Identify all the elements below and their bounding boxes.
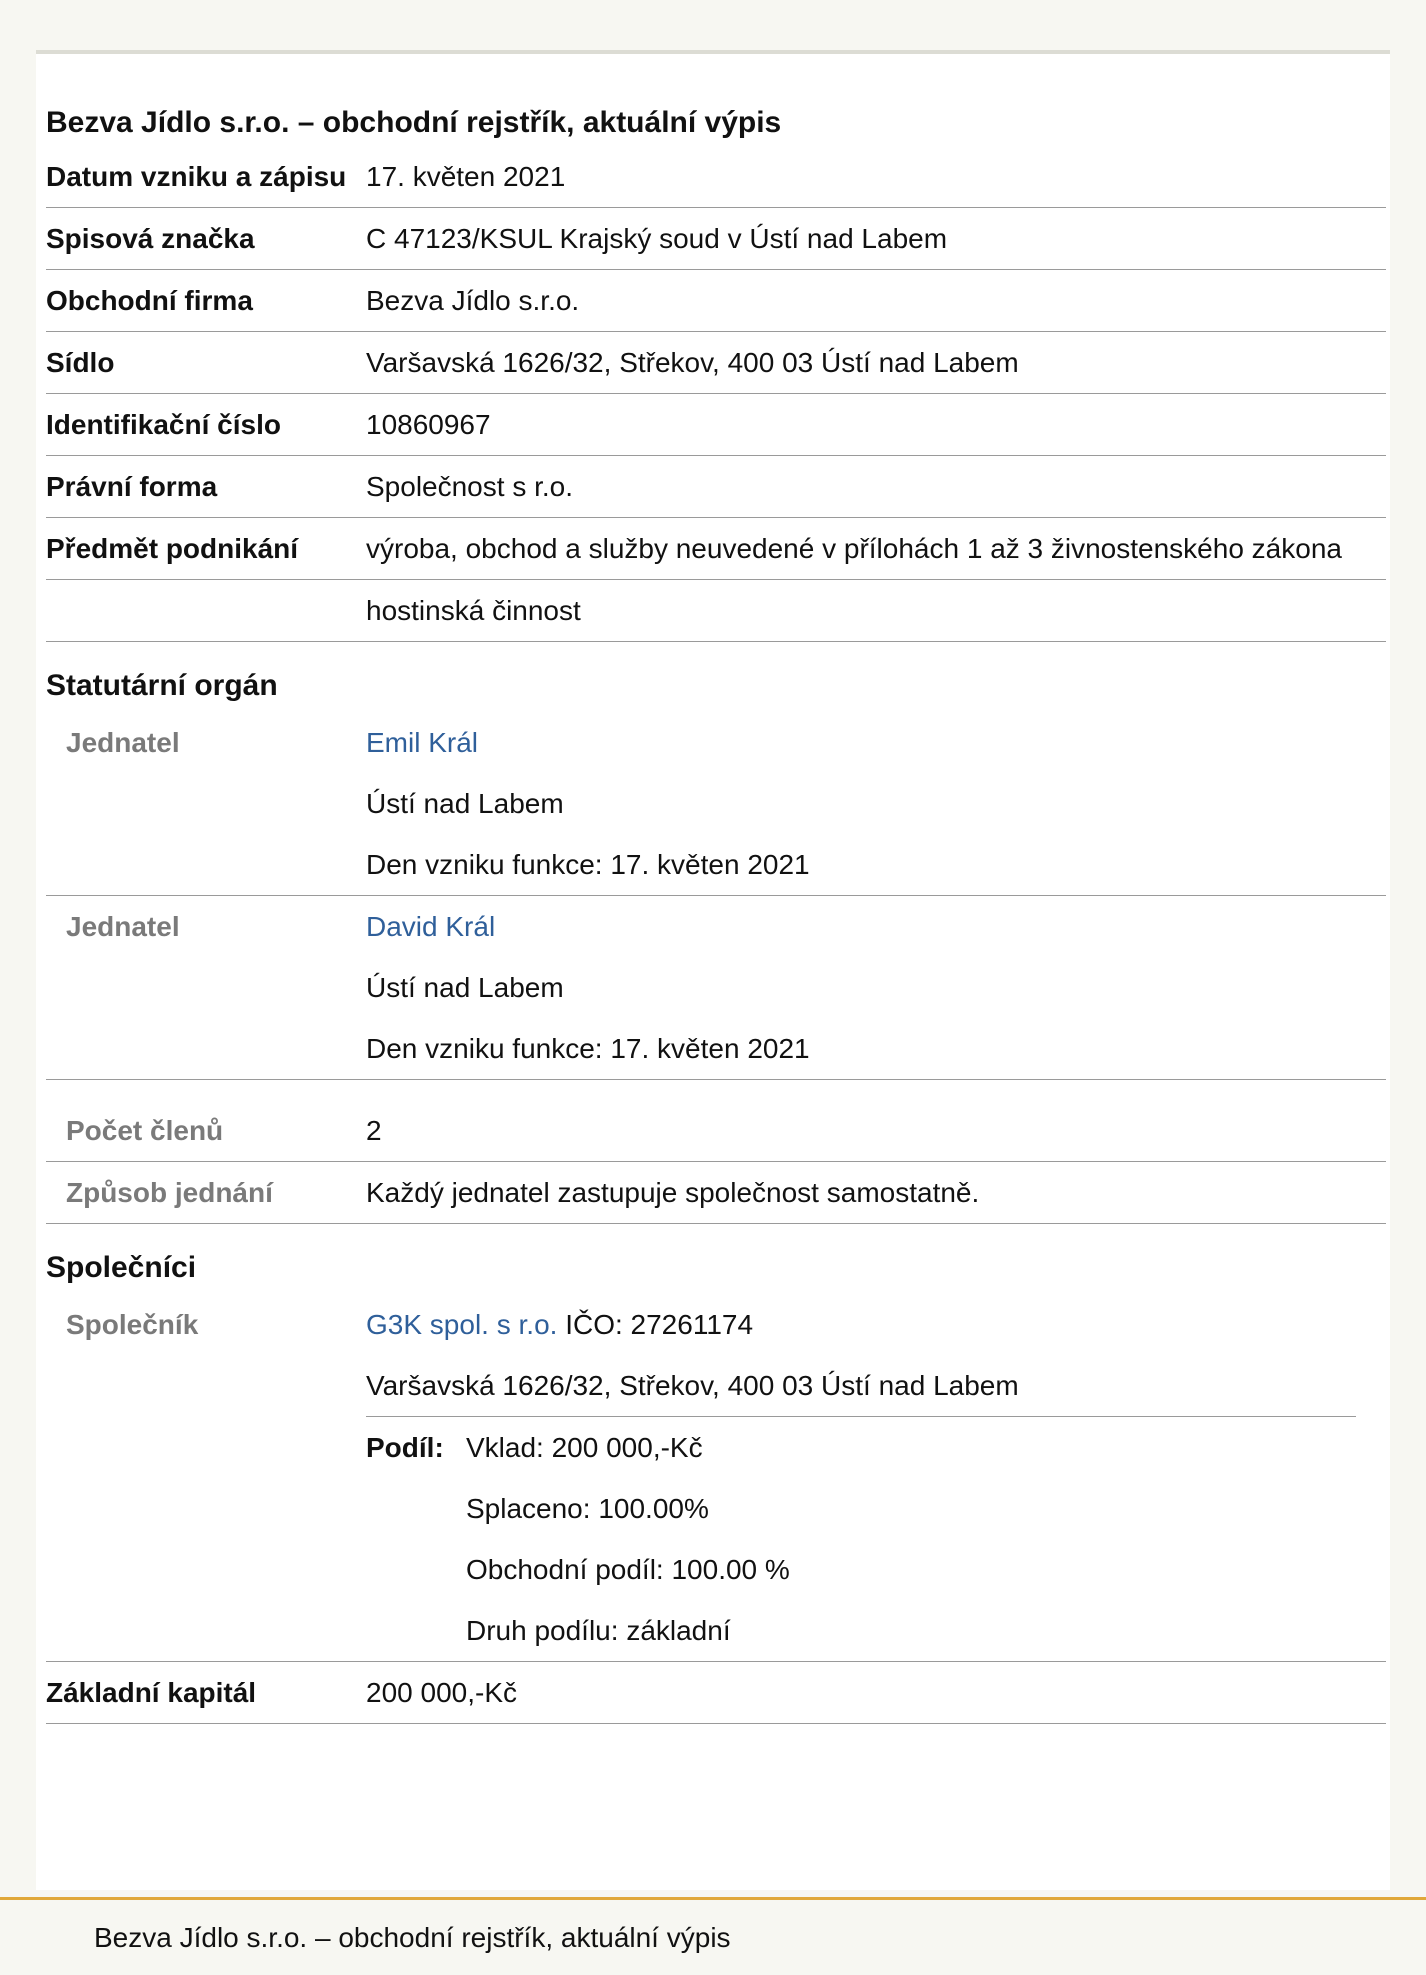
- row-value: výroba, obchod a služby neuvedené v přílohách 1 až 3 živnostenského zákona: [366, 533, 1342, 564]
- member-details: [366, 896, 1386, 1079]
- row-company-name: [46, 270, 1386, 332]
- row-value: 200 000,-Kč: [366, 1677, 517, 1708]
- partner-share: [366, 1416, 1356, 1661]
- row-label: Způsob jednání: [66, 1177, 273, 1208]
- partner-role: Společník: [66, 1309, 199, 1340]
- row-id-number: [46, 394, 1386, 456]
- partner-address: Varšavská 1626/32, Střekov, 400 03 Ústí nad Labem: [366, 1370, 1019, 1401]
- row-value: Společnost s r.o.: [366, 471, 574, 502]
- share-business-share: Obchodní podíl: 100.00 %: [466, 1554, 790, 1585]
- row-member-count: [46, 1080, 1386, 1162]
- row-label: Základní kapitál: [46, 1677, 257, 1708]
- row-label: Spisová značka: [46, 223, 255, 254]
- member-role: Jednatel: [66, 911, 180, 942]
- member-since: Den vzniku funkce: 17. květen 2021: [366, 849, 810, 880]
- row-value: Varšavská 1626/32, Střekov, 400 03 Ústí nad Labem: [366, 347, 1019, 378]
- statutory-member: [46, 896, 1386, 1080]
- row-manner-of-acting: [46, 1162, 1386, 1224]
- row-value: 17. květen 2021: [366, 161, 566, 192]
- row-value: Každý jednatel zastupuje společnost samostatně.: [366, 1177, 980, 1208]
- member-name-link[interactable]: Emil Král: [366, 727, 479, 758]
- statutory-member: [46, 712, 1386, 896]
- row-label: Obchodní firma: [46, 285, 253, 316]
- row-value: 2: [366, 1115, 382, 1146]
- share-paid: Splaceno: 100.00%: [466, 1493, 709, 1524]
- document-card: [36, 50, 1390, 1890]
- row-founded: [46, 146, 1386, 208]
- partner-details: [366, 1294, 1386, 1661]
- share-type: Druh podílu: základní: [466, 1615, 731, 1646]
- row-business-subject-2: [46, 580, 1386, 642]
- row-label: Sídlo: [46, 347, 115, 378]
- member-city: Ústí nad Labem: [366, 972, 564, 1003]
- footer-title: Bezva Jídlo s.r.o. – obchodní rejstřík, aktuální výpis: [94, 1922, 731, 1953]
- member-details: [366, 712, 1386, 895]
- partner-ico: IČO: 27261174: [565, 1309, 754, 1340]
- member-role: Jednatel: [66, 727, 180, 758]
- statutory-section-title: Statutární orgán: [46, 669, 278, 702]
- footer-bar: [0, 1897, 1426, 1975]
- register-extract: [46, 94, 1386, 1724]
- row-file-number: [46, 208, 1386, 270]
- row-capital: [46, 1662, 1386, 1724]
- partner-name-link[interactable]: G3K spol. s r.o.: [366, 1309, 558, 1340]
- row-value: 10860967: [366, 409, 491, 440]
- row-label: Identifikační číslo: [46, 409, 281, 440]
- row-business-subject: [46, 518, 1386, 580]
- share-deposit: Vklad: 200 000,-Kč: [466, 1432, 703, 1463]
- row-label: Předmět podnikání: [46, 533, 299, 564]
- member-city: Ústí nad Labem: [366, 788, 564, 819]
- row-value: C 47123/KSUL Krajský soud v Ústí nad Labem: [366, 223, 948, 254]
- partner-name-line: [366, 1294, 1386, 1355]
- row-label: Datum vzniku a zápisu: [46, 161, 347, 192]
- partners-section-title: Společníci: [46, 1251, 197, 1284]
- row-label: Počet členů: [66, 1115, 224, 1146]
- row-seat: [46, 332, 1386, 394]
- row-label: Právní forma: [46, 471, 218, 502]
- member-name-link[interactable]: David Král: [366, 911, 496, 942]
- member-since: Den vzniku funkce: 17. květen 2021: [366, 1033, 810, 1064]
- row-value: hostinská činnost: [366, 595, 581, 626]
- row-label: [46, 580, 366, 641]
- page-title: Bezva Jídlo s.r.o. – obchodní rejstřík, aktuální výpis: [46, 106, 782, 139]
- share-label: Podíl:: [366, 1432, 444, 1463]
- row-legal-form: [46, 456, 1386, 518]
- row-value: Bezva Jídlo s.r.o.: [366, 285, 580, 316]
- partner-entry: [46, 1294, 1386, 1662]
- share-lines: [466, 1417, 1356, 1661]
